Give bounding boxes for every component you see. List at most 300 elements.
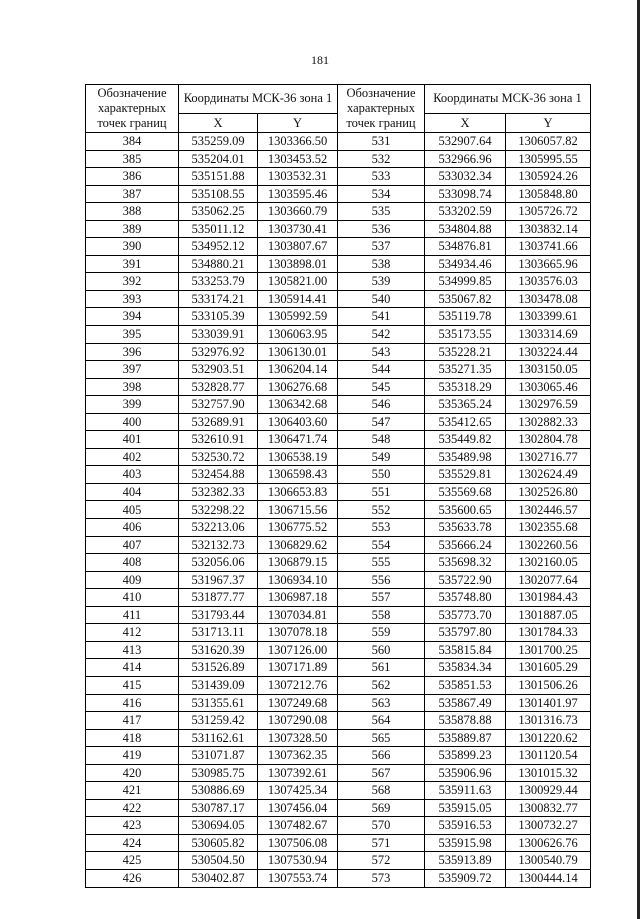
cell-point-left: 420: [86, 764, 179, 782]
table-row: [86, 361, 591, 379]
cell-x-left: 531967.37: [179, 571, 258, 589]
cell-point-right: 546: [338, 396, 425, 414]
cell-x-left: 530886.69: [179, 782, 258, 800]
cell-x-right: 535449.82: [425, 431, 506, 449]
cell-x-right: 533202.59: [425, 203, 506, 221]
cell-x-right: 535878.88: [425, 712, 506, 730]
cell-y-right: 1301887.05: [506, 606, 591, 624]
cell-point-left: 406: [86, 519, 179, 537]
cell-y-right: 1305848.80: [506, 185, 591, 203]
cell-point-left: 412: [86, 624, 179, 642]
cell-y-right: 1301784.33: [506, 624, 591, 642]
table-row: [86, 641, 591, 659]
table-row: [86, 448, 591, 466]
cell-point-left: 395: [86, 326, 179, 344]
cell-y-right: 1303832.14: [506, 220, 591, 238]
cell-point-left: 423: [86, 817, 179, 835]
cell-point-right: 532: [338, 150, 425, 168]
cell-y-left: 1307290.08: [258, 712, 338, 730]
cell-x-left: 532757.90: [179, 396, 258, 414]
cell-point-right: 535: [338, 203, 425, 221]
cell-point-left: 414: [86, 659, 179, 677]
cell-point-right: 561: [338, 659, 425, 677]
header-coords-right: Координаты МСК-36 зона 1: [425, 85, 591, 114]
cell-point-left: 424: [86, 834, 179, 852]
cell-y-right: 1302446.57: [506, 501, 591, 519]
cell-x-left: 535259.09: [179, 133, 258, 151]
table-body: [86, 133, 591, 888]
cell-point-right: 533: [338, 168, 425, 186]
cell-point-right: 556: [338, 571, 425, 589]
cell-point-right: 563: [338, 694, 425, 712]
cell-point-left: 418: [86, 729, 179, 747]
cell-y-right: 1302260.56: [506, 536, 591, 554]
cell-point-left: 405: [86, 501, 179, 519]
cell-point-right: 540: [338, 290, 425, 308]
table-row: [86, 536, 591, 554]
cell-point-right: 552: [338, 501, 425, 519]
cell-point-right: 537: [338, 238, 425, 256]
cell-x-left: 532298.22: [179, 501, 258, 519]
cell-x-left: 535204.01: [179, 150, 258, 168]
cell-x-left: 531713.11: [179, 624, 258, 642]
cell-point-left: 394: [86, 308, 179, 326]
cell-point-right: 565: [338, 729, 425, 747]
header-point-right: Обозначение характерных точек границ: [338, 85, 425, 133]
cell-y-right: 1301120.54: [506, 747, 591, 765]
table-row: [86, 466, 591, 484]
cell-y-left: 1307249.68: [258, 694, 338, 712]
cell-point-right: 547: [338, 413, 425, 431]
header-point-left: Обозначение характерных точек границ: [86, 85, 179, 133]
cell-y-left: 1306829.62: [258, 536, 338, 554]
cell-y-right: 1303665.96: [506, 255, 591, 273]
cell-y-right: 1303741.66: [506, 238, 591, 256]
cell-point-right: 541: [338, 308, 425, 326]
cell-x-left: 532132.73: [179, 536, 258, 554]
cell-point-right: 542: [338, 326, 425, 344]
cell-x-left: 531620.39: [179, 641, 258, 659]
cell-y-right: 1301700.25: [506, 641, 591, 659]
table-row: [86, 413, 591, 431]
cell-x-right: 534876.81: [425, 238, 506, 256]
table-row: [86, 606, 591, 624]
cell-y-right: 1306057.82: [506, 133, 591, 151]
cell-x-right: 534934.46: [425, 255, 506, 273]
cell-point-left: 398: [86, 378, 179, 396]
header-x-left: X: [179, 114, 258, 133]
cell-x-left: 531793.44: [179, 606, 258, 624]
cell-point-left: 392: [86, 273, 179, 291]
cell-y-left: 1305821.00: [258, 273, 338, 291]
cell-y-right: 1303150.05: [506, 361, 591, 379]
table-row: [86, 501, 591, 519]
cell-y-right: 1302624.49: [506, 466, 591, 484]
cell-y-right: 1300444.14: [506, 869, 591, 887]
cell-y-left: 1307456.04: [258, 799, 338, 817]
cell-y-left: 1307530.94: [258, 852, 338, 870]
table-row: [86, 378, 591, 396]
cell-y-left: 1303898.01: [258, 255, 338, 273]
cell-x-left: 530985.75: [179, 764, 258, 782]
cell-x-right: 535867.49: [425, 694, 506, 712]
cell-point-right: 570: [338, 817, 425, 835]
cell-x-right: 534999.85: [425, 273, 506, 291]
cell-y-right: 1303576.03: [506, 273, 591, 291]
cell-y-left: 1303730.41: [258, 220, 338, 238]
cell-x-left: 533105.39: [179, 308, 258, 326]
table-row: [86, 694, 591, 712]
cell-x-left: 531162.61: [179, 729, 258, 747]
cell-x-left: 535011.12: [179, 220, 258, 238]
cell-y-left: 1306653.83: [258, 483, 338, 501]
cell-point-left: 415: [86, 676, 179, 694]
cell-point-right: 548: [338, 431, 425, 449]
cell-y-right: 1301605.29: [506, 659, 591, 677]
table-row: [86, 834, 591, 852]
cell-y-right: 1302077.64: [506, 571, 591, 589]
cell-point-left: 391: [86, 255, 179, 273]
table-row: [86, 273, 591, 291]
cell-y-left: 1307212.76: [258, 676, 338, 694]
cell-y-left: 1306775.52: [258, 519, 338, 537]
cell-point-right: 557: [338, 589, 425, 607]
cell-point-right: 534: [338, 185, 425, 203]
cell-x-left: 530504.50: [179, 852, 258, 870]
cell-point-left: 410: [86, 589, 179, 607]
cell-y-right: 1302804.78: [506, 431, 591, 449]
cell-y-right: 1303224.44: [506, 343, 591, 361]
cell-x-left: 532213.06: [179, 519, 258, 537]
cell-point-right: 564: [338, 712, 425, 730]
cell-point-right: 544: [338, 361, 425, 379]
cell-y-left: 1303532.31: [258, 168, 338, 186]
cell-x-right: 535748.80: [425, 589, 506, 607]
cell-point-left: 411: [86, 606, 179, 624]
cell-point-right: 538: [338, 255, 425, 273]
cell-point-left: 387: [86, 185, 179, 203]
cell-y-left: 1307553.74: [258, 869, 338, 887]
cell-x-right: 535600.65: [425, 501, 506, 519]
cell-point-right: 536: [338, 220, 425, 238]
cell-x-left: 532610.91: [179, 431, 258, 449]
cell-y-right: 1302160.05: [506, 554, 591, 572]
cell-x-left: 532976.92: [179, 343, 258, 361]
cell-x-right: 535067.82: [425, 290, 506, 308]
cell-x-left: 531259.42: [179, 712, 258, 730]
cell-point-right: 539: [338, 273, 425, 291]
cell-y-left: 1306130.01: [258, 343, 338, 361]
table-row: [86, 343, 591, 361]
table-row: [86, 782, 591, 800]
cell-y-right: 1301316.73: [506, 712, 591, 730]
cell-point-right: 554: [338, 536, 425, 554]
table-row: [86, 712, 591, 730]
cell-point-left: 389: [86, 220, 179, 238]
table-row: [86, 255, 591, 273]
cell-x-left: 533039.91: [179, 326, 258, 344]
cell-x-left: 532828.77: [179, 378, 258, 396]
cell-point-right: 562: [338, 676, 425, 694]
cell-y-left: 1303660.79: [258, 203, 338, 221]
cell-x-right: 535569.68: [425, 483, 506, 501]
cell-x-right: 535815.84: [425, 641, 506, 659]
cell-y-right: 1303314.69: [506, 326, 591, 344]
cell-y-right: 1302882.33: [506, 413, 591, 431]
cell-x-right: 535906.96: [425, 764, 506, 782]
cell-point-left: 384: [86, 133, 179, 151]
cell-y-left: 1305914.41: [258, 290, 338, 308]
cell-x-left: 535108.55: [179, 185, 258, 203]
table-row: [86, 326, 591, 344]
table-row: [86, 308, 591, 326]
cell-y-left: 1303807.67: [258, 238, 338, 256]
cell-point-right: 558: [338, 606, 425, 624]
cell-y-left: 1303453.52: [258, 150, 338, 168]
cell-y-right: 1302716.77: [506, 448, 591, 466]
cell-point-right: 550: [338, 466, 425, 484]
cell-point-left: 419: [86, 747, 179, 765]
cell-point-left: 422: [86, 799, 179, 817]
table-row: [86, 764, 591, 782]
cell-y-left: 1306471.74: [258, 431, 338, 449]
cell-x-right: 535916.53: [425, 817, 506, 835]
cell-point-right: 571: [338, 834, 425, 852]
cell-point-left: 425: [86, 852, 179, 870]
cell-y-left: 1306879.15: [258, 554, 338, 572]
page-number: 181: [311, 53, 329, 67]
cell-point-left: 402: [86, 448, 179, 466]
cell-y-right: 1300732.27: [506, 817, 591, 835]
cell-y-right: 1301015.32: [506, 764, 591, 782]
cell-x-left: 530402.87: [179, 869, 258, 887]
cell-x-right: 535913.89: [425, 852, 506, 870]
cell-y-left: 1307506.08: [258, 834, 338, 852]
cell-point-left: 426: [86, 869, 179, 887]
table-row: [86, 869, 591, 887]
table-row: [86, 589, 591, 607]
table-row: [86, 133, 591, 151]
cell-point-left: 393: [86, 290, 179, 308]
cell-y-right: 1301984.43: [506, 589, 591, 607]
table-row: [86, 396, 591, 414]
cell-y-right: 1300832.77: [506, 799, 591, 817]
table-row: [86, 799, 591, 817]
cell-x-left: 530787.17: [179, 799, 258, 817]
cell-x-right: 535797.80: [425, 624, 506, 642]
table-row: [86, 483, 591, 501]
cell-x-left: 534880.21: [179, 255, 258, 273]
cell-y-right: 1302355.68: [506, 519, 591, 537]
cell-x-left: 531355.61: [179, 694, 258, 712]
cell-y-left: 1306598.43: [258, 466, 338, 484]
cell-y-left: 1307482.67: [258, 817, 338, 835]
cell-point-left: 409: [86, 571, 179, 589]
coordinates-table: [85, 84, 591, 888]
cell-point-left: 403: [86, 466, 179, 484]
cell-point-left: 401: [86, 431, 179, 449]
cell-x-right: 535529.81: [425, 466, 506, 484]
cell-y-right: 1303399.61: [506, 308, 591, 326]
table-row: [86, 220, 591, 238]
cell-y-left: 1306987.18: [258, 589, 338, 607]
cell-x-left: 531439.09: [179, 676, 258, 694]
cell-point-right: 572: [338, 852, 425, 870]
cell-x-right: 535899.23: [425, 747, 506, 765]
cell-x-left: 532903.51: [179, 361, 258, 379]
cell-x-right: 535773.70: [425, 606, 506, 624]
cell-x-right: 535915.05: [425, 799, 506, 817]
cell-x-right: 535271.35: [425, 361, 506, 379]
cell-y-left: 1303595.46: [258, 185, 338, 203]
cell-point-left: 404: [86, 483, 179, 501]
cell-y-right: 1300929.44: [506, 782, 591, 800]
cell-y-left: 1307034.81: [258, 606, 338, 624]
cell-x-left: 535151.88: [179, 168, 258, 186]
cell-x-right: 535228.21: [425, 343, 506, 361]
table-row: [86, 729, 591, 747]
cell-y-left: 1306538.19: [258, 448, 338, 466]
cell-x-left: 530605.82: [179, 834, 258, 852]
cell-x-right: 535173.55: [425, 326, 506, 344]
cell-y-left: 1306063.95: [258, 326, 338, 344]
cell-y-left: 1307425.34: [258, 782, 338, 800]
cell-x-right: 535365.24: [425, 396, 506, 414]
cell-point-right: 560: [338, 641, 425, 659]
cell-point-right: 551: [338, 483, 425, 501]
cell-x-right: 535722.90: [425, 571, 506, 589]
cell-y-right: 1301506.26: [506, 676, 591, 694]
cell-y-left: 1306342.68: [258, 396, 338, 414]
cell-x-left: 531526.89: [179, 659, 258, 677]
table-row: [86, 290, 591, 308]
header-y-left: Y: [258, 114, 338, 133]
cell-point-right: 545: [338, 378, 425, 396]
cell-x-right: 535698.32: [425, 554, 506, 572]
cell-x-right: 535909.72: [425, 869, 506, 887]
cell-x-right: 532966.96: [425, 150, 506, 168]
table-row: [86, 150, 591, 168]
table-row: [86, 238, 591, 256]
cell-point-right: 559: [338, 624, 425, 642]
cell-y-left: 1306715.56: [258, 501, 338, 519]
cell-point-left: 413: [86, 641, 179, 659]
cell-x-right: 535915.98: [425, 834, 506, 852]
cell-x-left: 535062.25: [179, 203, 258, 221]
cell-y-left: 1307078.18: [258, 624, 338, 642]
cell-x-right: 535119.78: [425, 308, 506, 326]
cell-y-right: 1303478.08: [506, 290, 591, 308]
cell-point-right: 569: [338, 799, 425, 817]
table-row: [86, 203, 591, 221]
cell-y-right: 1303065.46: [506, 378, 591, 396]
cell-x-left: 531877.77: [179, 589, 258, 607]
table-row: [86, 852, 591, 870]
cell-y-left: 1307126.00: [258, 641, 338, 659]
cell-x-right: 535318.29: [425, 378, 506, 396]
cell-x-right: 535834.34: [425, 659, 506, 677]
cell-y-right: 1305995.55: [506, 150, 591, 168]
cell-x-left: 532382.33: [179, 483, 258, 501]
cell-x-right: 535412.65: [425, 413, 506, 431]
cell-x-left: 534952.12: [179, 238, 258, 256]
cell-y-left: 1306403.60: [258, 413, 338, 431]
cell-point-left: 386: [86, 168, 179, 186]
cell-point-right: 573: [338, 869, 425, 887]
table-row: [86, 624, 591, 642]
cell-y-left: 1303366.50: [258, 133, 338, 151]
cell-x-left: 533253.79: [179, 273, 258, 291]
cell-y-right: 1305924.26: [506, 168, 591, 186]
table-row: [86, 817, 591, 835]
cell-x-left: 533174.21: [179, 290, 258, 308]
cell-y-right: 1302976.59: [506, 396, 591, 414]
cell-x-left: 532689.91: [179, 413, 258, 431]
cell-point-right: 567: [338, 764, 425, 782]
header-y-right: Y: [506, 114, 591, 133]
cell-point-right: 555: [338, 554, 425, 572]
cell-point-left: 385: [86, 150, 179, 168]
cell-x-left: 532454.88: [179, 466, 258, 484]
cell-point-left: 417: [86, 712, 179, 730]
cell-y-right: 1300626.76: [506, 834, 591, 852]
cell-x-right: 535666.24: [425, 536, 506, 554]
cell-x-left: 530694.05: [179, 817, 258, 835]
cell-y-left: 1307362.35: [258, 747, 338, 765]
cell-point-left: 408: [86, 554, 179, 572]
cell-point-right: 549: [338, 448, 425, 466]
cell-point-left: 399: [86, 396, 179, 414]
cell-point-right: 553: [338, 519, 425, 537]
cell-x-right: 533098.74: [425, 185, 506, 203]
cell-y-left: 1307328.50: [258, 729, 338, 747]
cell-y-left: 1307171.89: [258, 659, 338, 677]
cell-y-right: 1301220.62: [506, 729, 591, 747]
cell-x-right: 535633.78: [425, 519, 506, 537]
cell-x-right: 532907.64: [425, 133, 506, 151]
cell-y-right: 1305726.72: [506, 203, 591, 221]
cell-point-right: 531: [338, 133, 425, 151]
cell-point-left: 397: [86, 361, 179, 379]
table-row: [86, 431, 591, 449]
header-coords-left: Координаты МСК-36 зона 1: [179, 85, 338, 114]
table-row: [86, 554, 591, 572]
cell-point-right: 566: [338, 747, 425, 765]
cell-x-right: 535911.63: [425, 782, 506, 800]
cell-point-left: 396: [86, 343, 179, 361]
header-x-right: X: [425, 114, 506, 133]
cell-point-right: 543: [338, 343, 425, 361]
cell-point-left: 390: [86, 238, 179, 256]
cell-x-left: 531071.87: [179, 747, 258, 765]
cell-y-right: 1302526.80: [506, 483, 591, 501]
cell-x-right: 534804.88: [425, 220, 506, 238]
cell-y-left: 1306204.14: [258, 361, 338, 379]
table-row: [86, 747, 591, 765]
cell-x-right: 535889.87: [425, 729, 506, 747]
cell-x-right: 535489.98: [425, 448, 506, 466]
cell-x-right: 533032.34: [425, 168, 506, 186]
table-row: [86, 676, 591, 694]
cell-point-left: 388: [86, 203, 179, 221]
cell-point-left: 400: [86, 413, 179, 431]
table-row: [86, 168, 591, 186]
cell-y-right: 1300540.79: [506, 852, 591, 870]
table-row: [86, 571, 591, 589]
cell-point-left: 416: [86, 694, 179, 712]
cell-point-right: 568: [338, 782, 425, 800]
cell-y-right: 1301401.97: [506, 694, 591, 712]
